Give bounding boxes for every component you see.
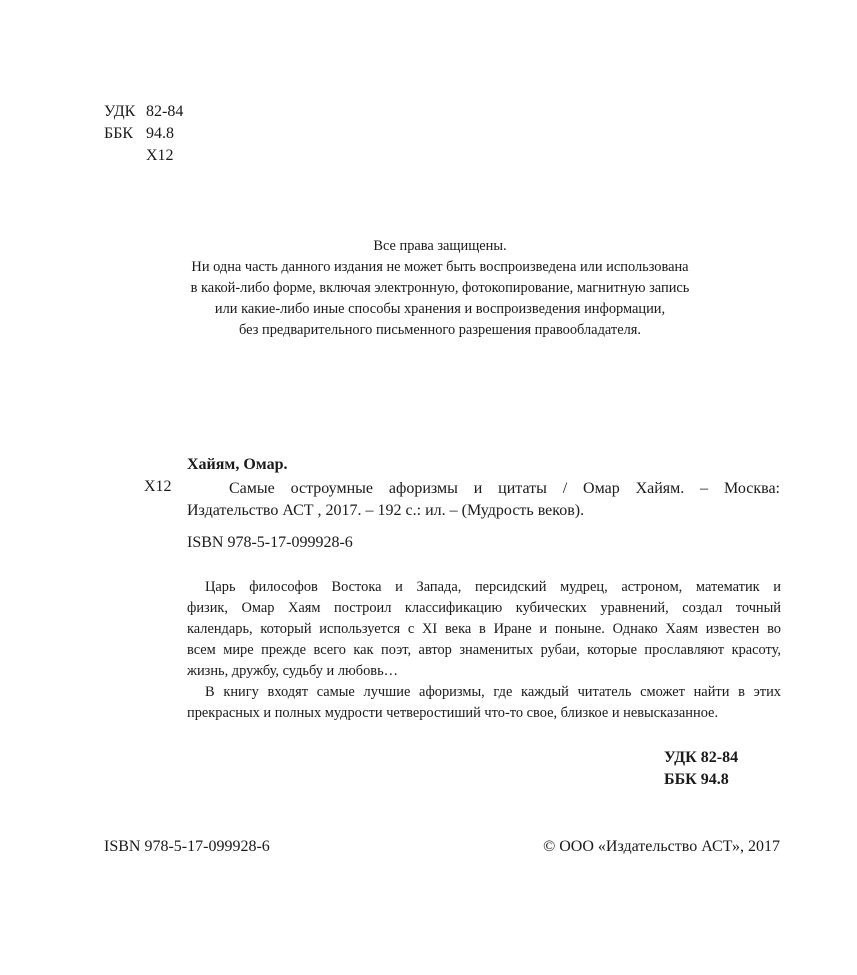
bbk-code: ББК 94.8	[664, 771, 729, 788]
footer-isbn: ISBN 978-5-17-099928-6	[104, 838, 270, 855]
rights-line: без предварительного письменного разрешения правообладателя.	[239, 322, 641, 338]
abstract-paragraph-2	[187, 682, 781, 724]
bbk-label: ББК	[104, 125, 134, 142]
bbk-value: 94.8	[146, 125, 174, 142]
abstract-line: прекрасных и полных мудрости четверостиший что-то свое, близкое и невысказанное.	[187, 705, 719, 721]
abstract-line: всем мире прежде всего как поэт, автор знаменитых рубаи, которые прославляют красоту,	[187, 642, 781, 658]
udk-label: УДК	[104, 103, 136, 120]
bbk-row	[104, 123, 183, 145]
rights-line: Все права защищены.	[373, 238, 507, 254]
rights-line: Ни одна часть данного издания не может быть воспроизведена или использована	[191, 259, 689, 275]
abstract-line: В книгу входят самые лучшие афоризмы, где каждый читатель сможет найти в этих	[205, 684, 781, 700]
classification-codes-bold	[664, 747, 738, 791]
rights-notice	[100, 236, 780, 341]
biblio-publisher-line: Издательство АСТ , 2017. – 192 с.: ил. – (Мудрость веков).	[187, 502, 585, 519]
author-mark-label	[104, 145, 146, 167]
rights-line: в какой-либо форме, включая электронную, фотокопирование, магнитную запись	[190, 280, 690, 296]
copyright-notice: © ООО «Издательство АСТ», 2017	[543, 838, 780, 855]
udk-code: УДК 82-84	[664, 749, 739, 766]
author-mark-code: Х12	[144, 478, 172, 495]
abstract-line: физик, Омар Хаям построил классификацию кубических уравнений, создал точный	[187, 600, 781, 616]
abstract-line: жизнь, дружбу, судьбу и любовь…	[187, 663, 399, 679]
abstract-paragraph-1	[187, 577, 781, 682]
abstract-line: календарь, который используется с XI века в Иране и поныне. Однако Хаям известен во	[187, 621, 781, 637]
record-isbn: ISBN 978-5-17-099928-6	[187, 534, 353, 551]
udk-value: 82-84	[146, 103, 184, 120]
author-mark-row	[104, 145, 183, 167]
abstract	[187, 577, 781, 724]
author-heading: Хайям, Омар.	[187, 456, 288, 473]
author-mark-value: Х12	[146, 147, 174, 164]
biblio-title-line: Самые остроумные афоризмы и цитаты / Омар Хайям. – Москва:	[229, 480, 780, 497]
abstract-line: Царь философов Востока и Запада, персидский мудрец, астроном, математик и	[205, 579, 781, 595]
bibliographic-description	[187, 478, 780, 522]
classification-block	[104, 101, 183, 167]
udk-row	[104, 101, 183, 123]
rights-line: или какие-либо иные способы хранения и воспроизведения информации,	[214, 301, 666, 317]
